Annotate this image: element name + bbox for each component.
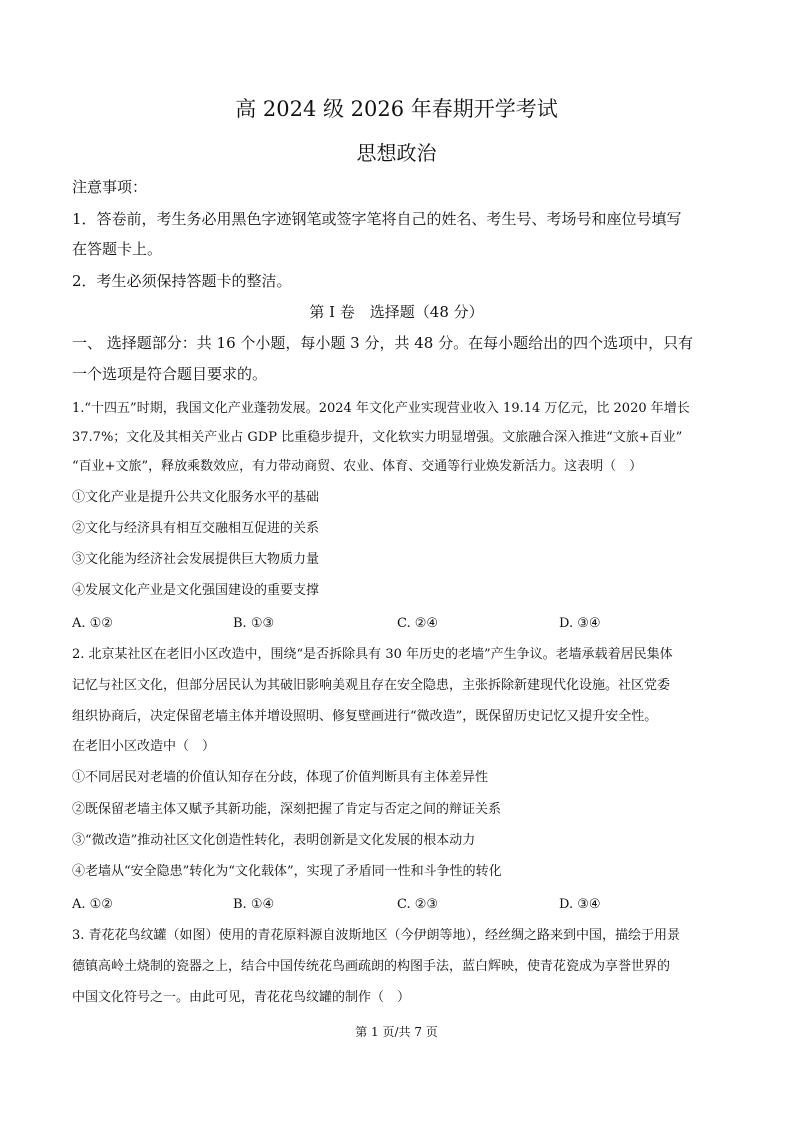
question-3-stem: 3. 青花花鸟纹罐（如图）使用的青花原料源自波斯地区（今伊朗等地），经丝绸之路来到中国，描绘于用景 <box>72 928 681 943</box>
question-1-options <box>72 615 732 633</box>
question-2-stem: 在老旧小区改造中（ ） <box>72 739 216 754</box>
option-b[interactable]: B. ①③ <box>233 616 275 631</box>
question-2-statement: ③“微改造”推动社区文化创造性转化，表明创新是文化发展的根本动力 <box>72 833 476 848</box>
option-a[interactable]: A. ①② <box>72 897 113 912</box>
notice-item-2: 2．考生必须保持答题卡的整洁。 <box>72 272 292 290</box>
question-1-stem: 37.7%；文化及其相关产业占 GDP 比重稳步提升，文化软实力明显增强。文旅融合深入推进“文旅+百业” <box>72 430 683 445</box>
subject-title: 思想政治 <box>356 141 437 165</box>
notice-item-1: 1．答卷前，考生务必用黑色字迹钢笔或签字笔将自己的姓名、考生号、考场号和座位号填写 <box>72 210 682 228</box>
question-1-statement: ①文化产业是提升公共文化服务水平的基础 <box>72 490 320 505</box>
question-2-stem: 组织协商后，决定保留老墙主体并增设照明、修复壁画进行“微改造”，既保留历史记忆又提升安全性。 <box>72 709 658 724</box>
option-d[interactable]: D. ③④ <box>559 616 601 631</box>
exam-title: 高 2024 级 2026 年春期开学考试 <box>235 97 558 121</box>
question-1-statement: ④发展文化产业是文化强国建设的重要支撑 <box>72 583 320 598</box>
question-1-stem: 1.“十四五”时期，我国文化产业蓬勃发展。2024 年文化产业实现营业收入 19.14 万亿元，比 2020 年增长 <box>72 401 690 416</box>
notice-heading: 注意事项： <box>72 178 148 196</box>
question-2-stem: 记忆与社区文化，但部分居民认为其破旧影响美观且存在安全隐患，主张拆除新建现代化设施。社区党委 <box>72 678 671 693</box>
section-title: 第 I 卷 选择题（48 分） <box>309 303 484 321</box>
section-instruction: 一、 选择题部分：共 16 个小题，每小题 3 分，共 48 分。在每小题给出的四个选项中，只有 <box>72 334 694 352</box>
question-1-stem: “百业+文旅”，释放乘数效应，有力带动商贸、农业、体育、交通等行业焕发新活力。这表明（ ） <box>72 459 643 474</box>
question-2-statement: ④老墙从“安全隐患”转化为“文化载体”，实现了矛盾同一性和斗争性的转化 <box>72 864 502 879</box>
option-c[interactable]: C. ②④ <box>397 616 439 631</box>
question-3-stem: 德镇高岭土烧制的瓷器之上，结合中国传统花鸟画疏朗的构图手法，蓝白辉映，使青花瓷成为享誉世界的 <box>72 959 671 974</box>
option-c[interactable]: C. ②③ <box>397 897 439 912</box>
page-number: 第 1 页/共 7 页 <box>355 1025 438 1039</box>
question-2-statement: ①不同居民对老墙的价值认知存在分歧，体现了价值判断具有主体差异性 <box>72 770 489 785</box>
section-instruction-cont: 一个选项是符合题目要求的。 <box>72 365 268 383</box>
question-1-statement: ②文化与经济具有相互交融相互促进的关系 <box>72 521 320 536</box>
notice-item-1-cont: 在答题卡上。 <box>72 240 163 258</box>
option-d[interactable]: D. ③④ <box>559 897 601 912</box>
question-2-statement: ②既保留老墙主体又赋予其新功能，深刻把握了肯定与否定之间的辩证关系 <box>72 802 502 817</box>
option-b[interactable]: B. ①④ <box>233 897 275 912</box>
question-2-stem: 2. 北京某社区在老旧小区改造中，围绕“是否拆除具有 30 年历史的老墙”产生争议。老墙承载着居民集体 <box>72 647 673 662</box>
question-1-statement: ③文化能为经济社会发展提供巨大物质力量 <box>72 552 320 567</box>
option-a[interactable]: A. ①② <box>72 616 113 631</box>
question-2-options <box>72 896 732 914</box>
question-3-stem: 中国文化符号之一。由此可见，青花花鸟纹罐的制作（ ） <box>72 990 411 1005</box>
